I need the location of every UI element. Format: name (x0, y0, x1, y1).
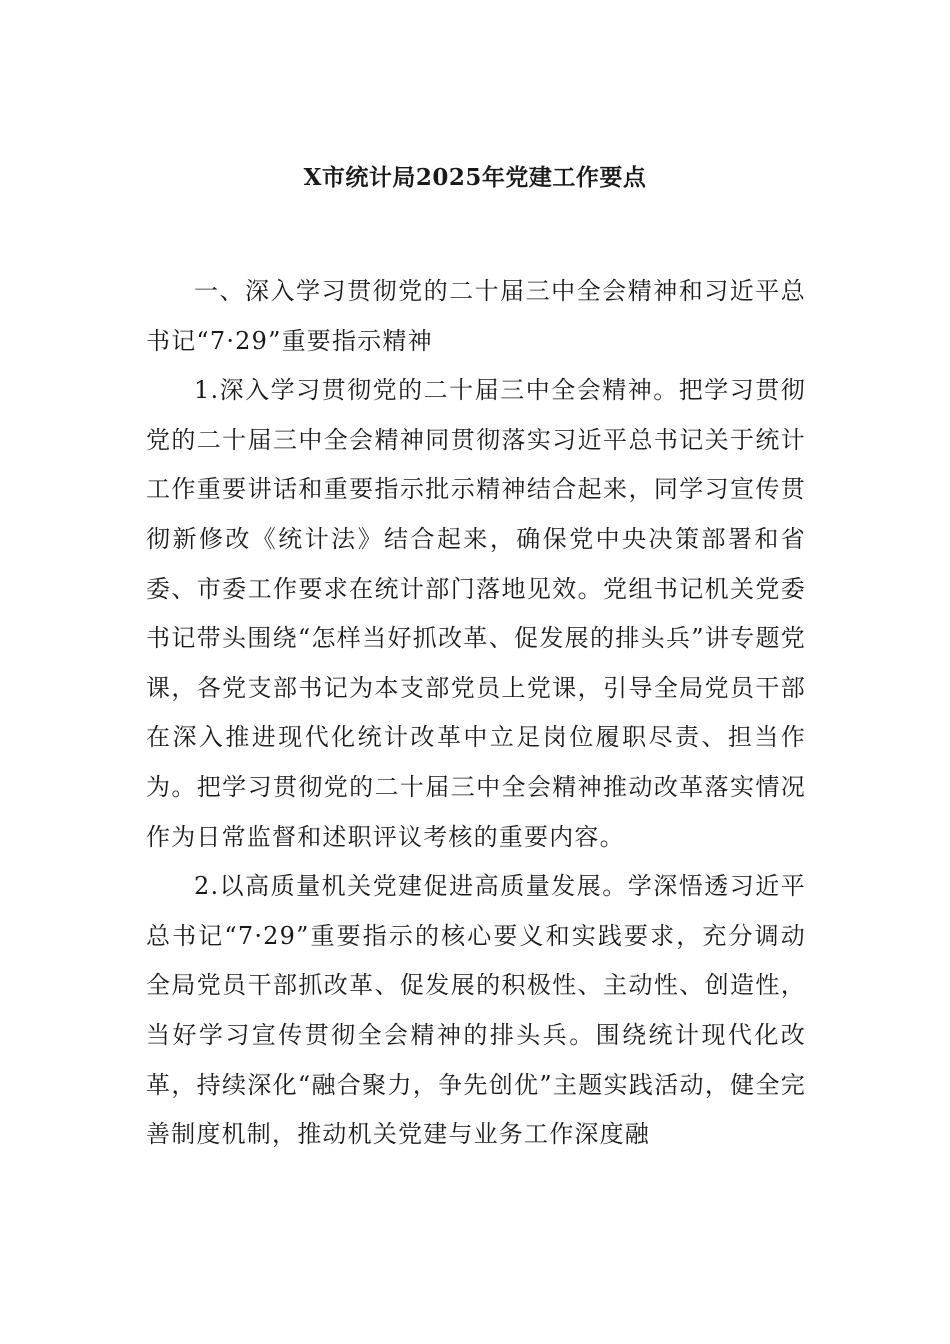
paragraph-item-2: 2.以高质量机关党建促进高质量发展。学深悟透习近平总书记“7·29”重要指示的核心要义和实践要求，充分调动全局党员干部抓改革、促发展的积极性、主动性、创造性，当好学习宣传贯彻全会精神的排头兵。围绕统计现代化改革，持续深化“融合聚力，争先创优”主题实践活动，健全完善制度机制，推动机关党建与业务工作深度融 (146, 872, 806, 1149)
section-heading-1: 一、深入学习贯彻党的二十届三中全会精神和习近平总书记“7·29”重要指示精神 (146, 277, 806, 355)
document-body (146, 267, 806, 1160)
paragraph-item-1: 1.深入学习贯彻党的二十届三中全会精神。把学习贯彻党的二十届三中全会精神同贯彻落实习近平总书记关于统计工作重要讲话和重要指示批示精神结合起来，同学习宣传贯彻新修改《统计法》结合起来，确保党中央决策部署和省委、市委工作要求在统计部门落地见效。党组书记机关党委书记带头围绕“怎样当好抓改革、促发展的排头兵”讲专题党课，各党支部书记为本支部党员上党课，引导全局党员干部在深入推进现代化统计改革中立足岗位履职尽责、担当作为。把学习贯彻党的二十届三中全会精神推动改革落实情况作为日常监督和述职评议考核的重要内容。 (146, 376, 806, 851)
document-title: X市统计局2025年党建工作要点 (303, 164, 647, 191)
